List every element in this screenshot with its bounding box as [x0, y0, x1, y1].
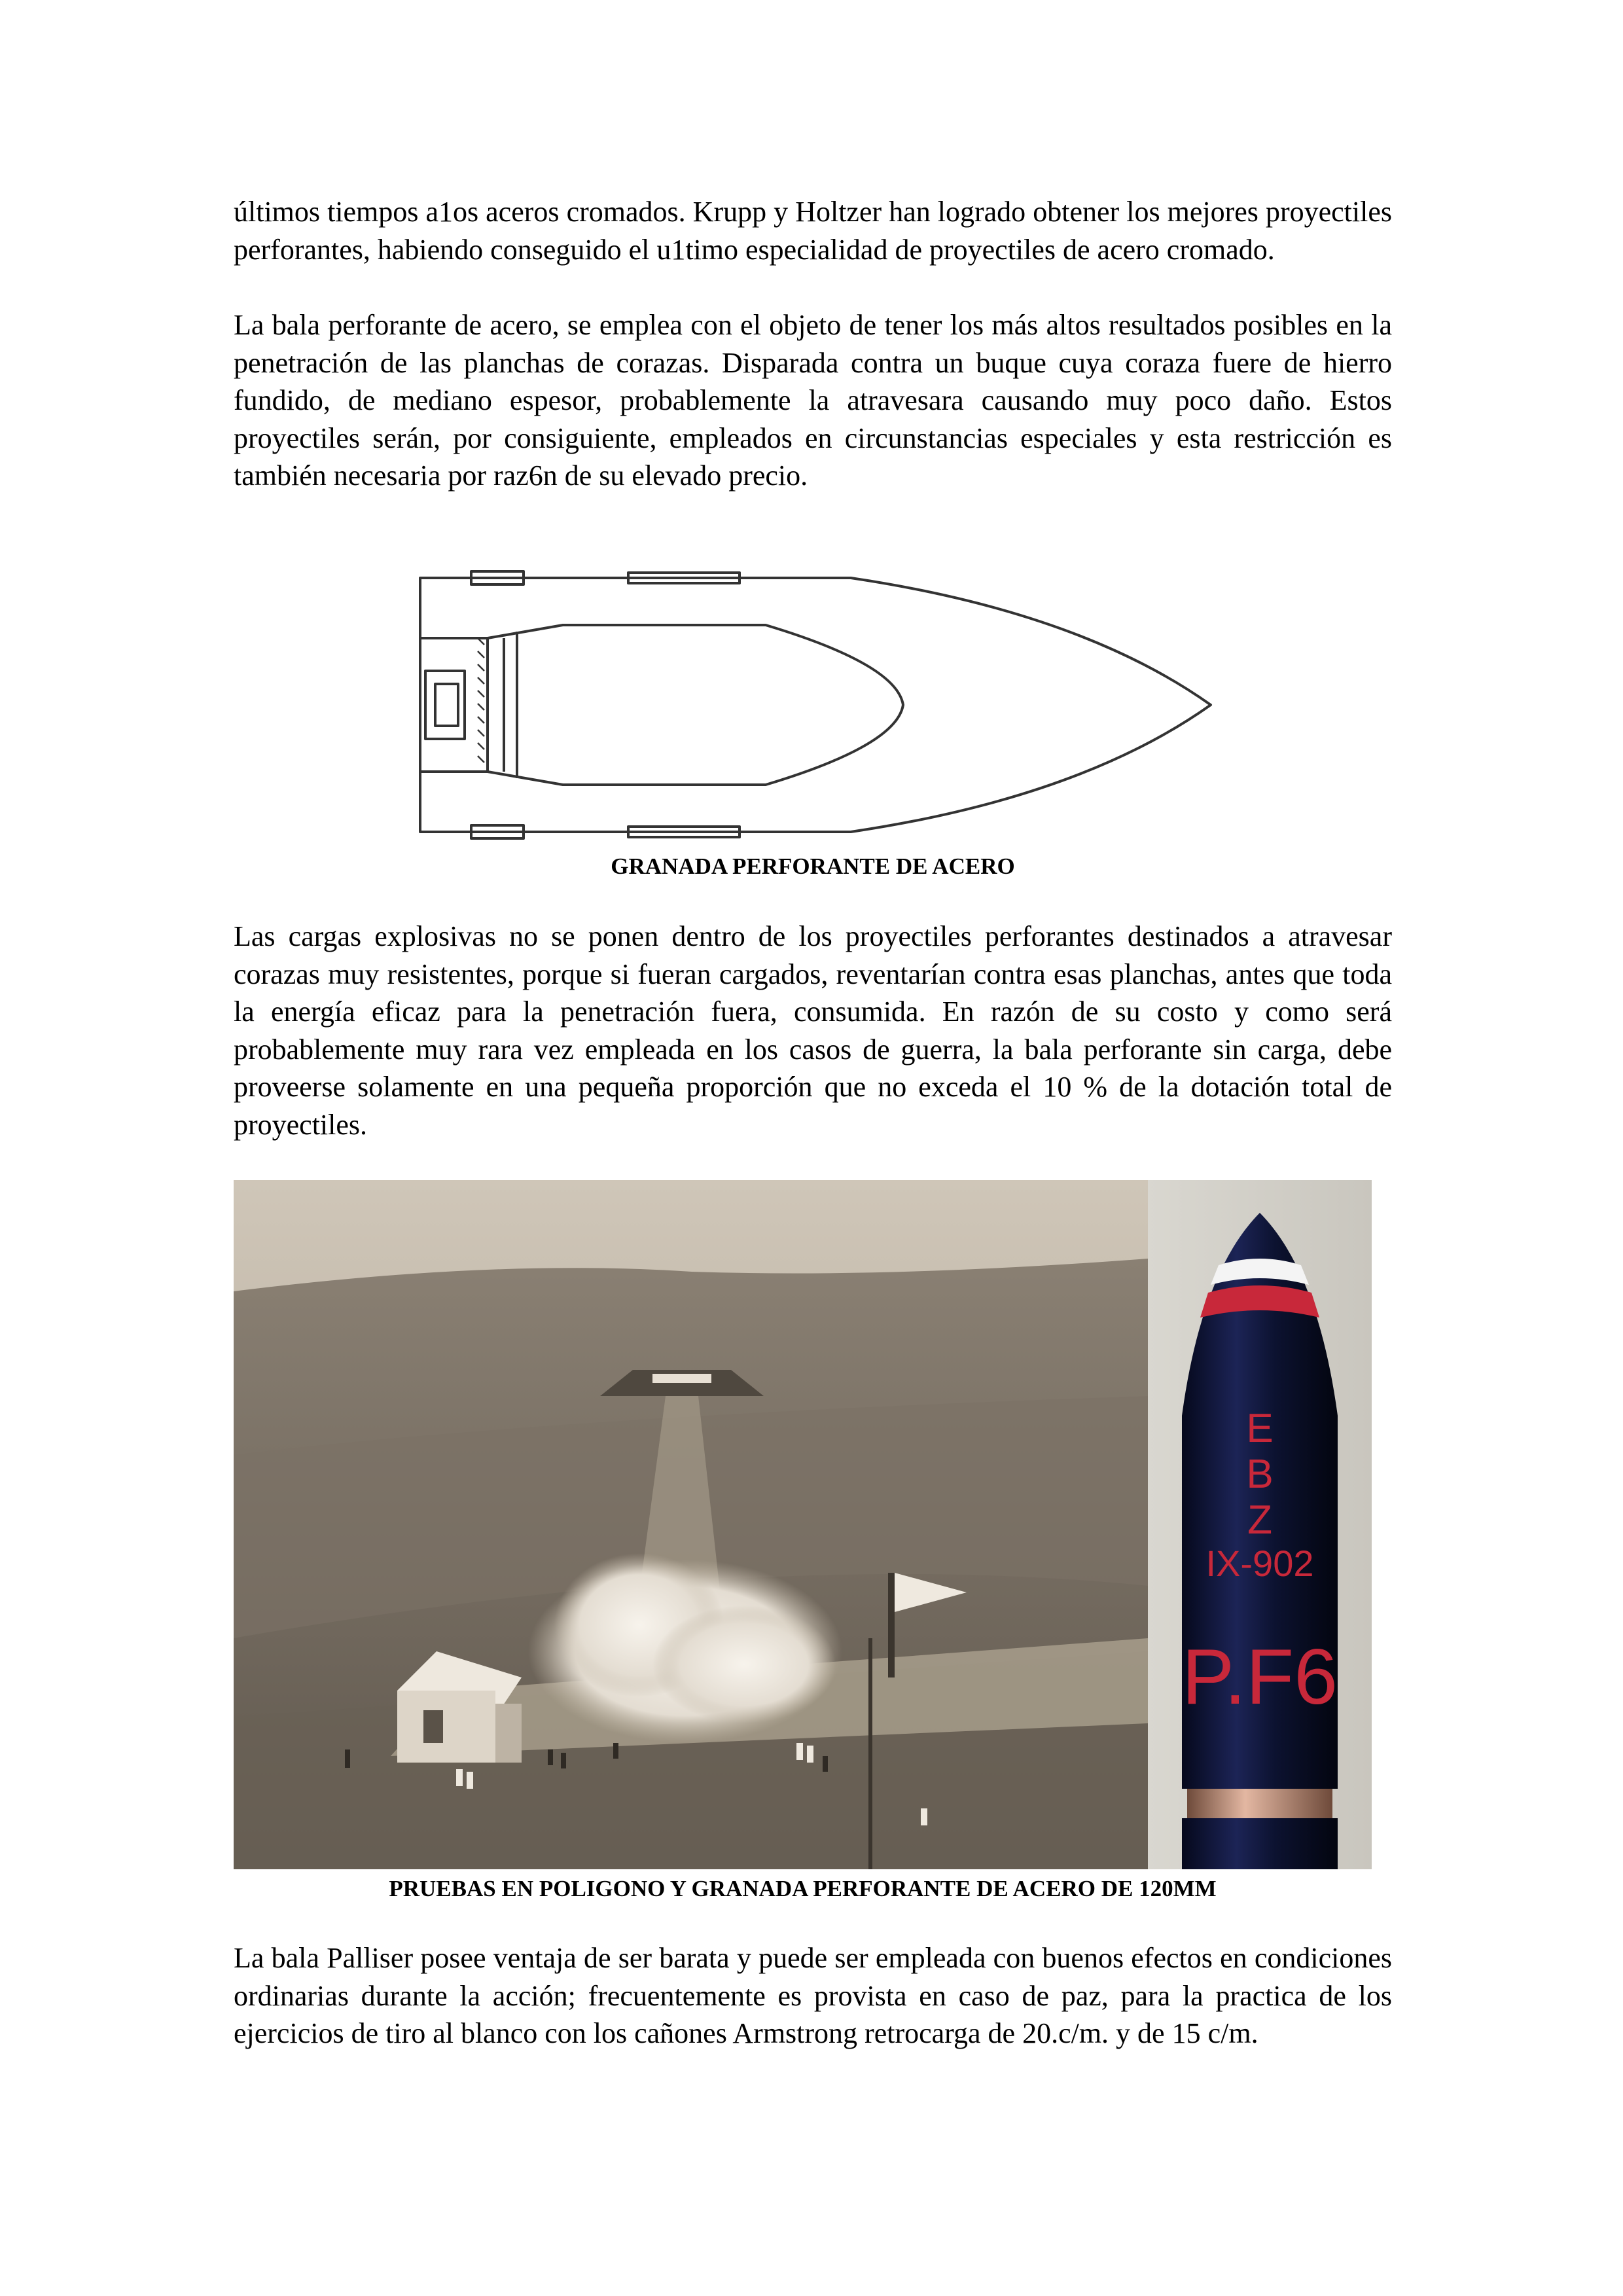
- paragraph-steel-shot: La bala perforante de acero, se emplea con el objeto de tener los más altos resultados posibles en la penetración de las planchas de corazas. Disparada contra un buque cuya coraza fuere de hierro fundido, de mediano espesor, probablemente la atravesara causando muy poco daño. Estos proyectiles serán, por consiguiente, empleados en circunstancias especiales y esta restricción es también necesaria por raz6n de su elevado precio.: [234, 309, 1392, 492]
- shed: [397, 1691, 495, 1763]
- marking-serial: IX-902: [1205, 1543, 1314, 1584]
- marking-z: Z: [1247, 1498, 1272, 1543]
- marking-pf6: P.F6: [1182, 1633, 1338, 1721]
- marking-b: B: [1246, 1452, 1274, 1497]
- steel-shell-photo: [1148, 1180, 1372, 1869]
- marking-e: E: [1246, 1406, 1274, 1451]
- proving-ground-photo: [234, 1180, 1148, 1869]
- paragraph-explosive-charges: Las cargas explosivas no se ponen dentro de los proyectiles perforantes destinados a atravesar corazas muy resistentes, porque si fueran cargados, reventarían contra esas planchas, antes que toda la energía eficaz para la penetración fuera, consumida. En razón de su costo y como será probablemente muy rara vez empleada en los casos de guerra, la bala perforante sin carga, debe proveerse solamente en una pequeña proporción que no exceda el 10 % de la dotación total de proyectiles.: [234, 920, 1392, 1141]
- shell-outline: [420, 578, 1211, 832]
- copper-driving-band: [1187, 1789, 1332, 1818]
- thread-marks: [478, 638, 484, 762]
- paragraph-palliser: La bala Palliser posee ventaja de ser barata y puede ser empleada con buenos efectos en condiciones ordinarias durante la acción; frecuentemente es provista en caso de paz, para la practica de los ejercicios de tiro al blanco con los cañones Armstrong retrocarga de 20.c/m. y de 15 c/m.: [234, 1942, 1392, 2049]
- diagram-caption: GRANADA PERFORANTE DE ACERO: [611, 853, 1015, 879]
- photos-caption: PRUEBAS EN POLIGONO Y GRANADA PERFORANTE DE ACERO DE 120MM: [389, 1876, 1217, 1901]
- armor-piercing-shell-diagram: [399, 560, 1243, 848]
- paragraph-intro: últimos tiempos a1os aceros cromados. Krupp y Holtzer han logrado obtener los mejores proyectiles perforantes, habiendo conseguido el u1timo especialidad de proyectiles de acero cromado.: [234, 196, 1392, 266]
- inner-cavity: [488, 625, 903, 785]
